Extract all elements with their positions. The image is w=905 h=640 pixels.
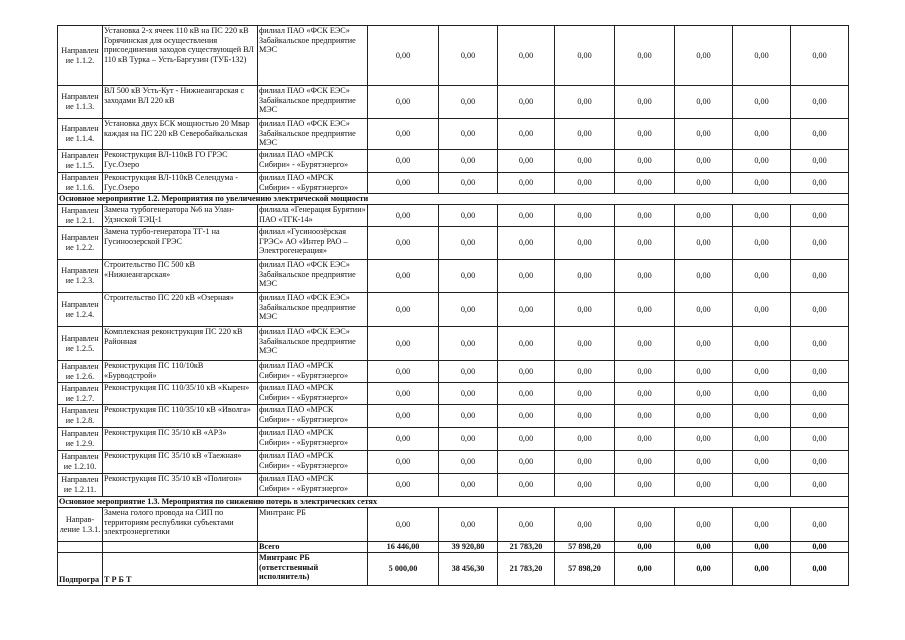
value-cell: 0,00 bbox=[615, 383, 675, 405]
total-value: 16 446,00 bbox=[368, 542, 439, 553]
value-cell: 0,00 bbox=[791, 405, 849, 428]
direction-code: Направлен ие 1.1.4. bbox=[58, 119, 103, 150]
value-cell: 0,00 bbox=[675, 119, 733, 150]
value-cell: 0,00 bbox=[439, 205, 498, 227]
value-cell: 0,00 bbox=[368, 508, 439, 542]
direction-code: Направлен ие 1.2.11. bbox=[58, 474, 103, 497]
value-cell: 0,00 bbox=[368, 173, 439, 194]
executor-name: филиал ПАО «МРСК Сибири» - «Бурятэнерго» bbox=[258, 474, 368, 497]
document-sheet bbox=[57, 25, 849, 586]
value-cell: 0,00 bbox=[791, 26, 849, 86]
direction-code: Направлен ие 1.2.10. bbox=[58, 451, 103, 474]
value-cell: 0,00 bbox=[439, 451, 498, 474]
value-cell: 0,00 bbox=[675, 451, 733, 474]
value-cell: 0,00 bbox=[555, 327, 615, 361]
executor-name: филиал ПАО «ФСК ЕЭС» Забайкальское предприятие МЭС bbox=[258, 26, 368, 86]
executor-name: филиал ПАО «МРСК Сибири» - «Бурятэнерго» bbox=[258, 383, 368, 405]
total-value: 0,00 bbox=[791, 553, 849, 586]
measure-name: Реконструкция ПС 35/10 кВ «АРЗ» bbox=[103, 428, 258, 451]
table-row bbox=[58, 361, 849, 383]
value-cell: 0,00 bbox=[615, 327, 675, 361]
measure-name: Замена турбогенератора №6 на Улан-Удэнской ТЭЦ-1 bbox=[103, 205, 258, 227]
value-cell: 0,00 bbox=[791, 119, 849, 150]
value-cell: 0,00 bbox=[733, 405, 791, 428]
value-cell: 0,00 bbox=[498, 173, 555, 194]
value-cell: 0,00 bbox=[439, 474, 498, 497]
measure-name: Реконструкция ПС 35/10 кВ «Полигон» bbox=[103, 474, 258, 497]
value-cell: 0,00 bbox=[368, 405, 439, 428]
table-row bbox=[58, 26, 849, 86]
section-title: Основное мероприятие 1.3. Мероприятия по снижению потерь в электрических сетях bbox=[58, 497, 849, 508]
table-row bbox=[58, 86, 849, 119]
total-label: Минтранс РБ (ответственный исполнитель) bbox=[258, 553, 368, 586]
value-cell: 0,00 bbox=[498, 451, 555, 474]
table-row bbox=[58, 150, 849, 173]
total-value: 0,00 bbox=[615, 553, 675, 586]
value-cell: 0,00 bbox=[368, 383, 439, 405]
value-cell: 0,00 bbox=[733, 451, 791, 474]
value-cell: 0,00 bbox=[555, 383, 615, 405]
table-row bbox=[58, 227, 849, 260]
value-cell: 0,00 bbox=[368, 227, 439, 260]
direction-code: Направлен ие 1.2.4. bbox=[58, 293, 103, 327]
section-title: Основное мероприятие 1.2. Мероприятия по увеличению электрической мощности bbox=[58, 194, 849, 205]
value-cell: 0,00 bbox=[368, 119, 439, 150]
measure-name: ВЛ 500 кВ Усть-Кут - Нижнеангарская с заходами ВЛ 220 кВ bbox=[103, 86, 258, 119]
table-row bbox=[58, 405, 849, 428]
value-cell: 0,00 bbox=[675, 227, 733, 260]
value-cell: 0,00 bbox=[368, 474, 439, 497]
value-cell: 0,00 bbox=[675, 474, 733, 497]
value-cell: 0,00 bbox=[555, 150, 615, 173]
value-cell: 0,00 bbox=[791, 361, 849, 383]
executor-name: филиал ПАО «МРСК Сибири» - «Бурятэнерго» bbox=[258, 150, 368, 173]
value-cell: 0,00 bbox=[555, 173, 615, 194]
empty-cell bbox=[103, 542, 258, 553]
measure-name: Реконструкция ВЛ-110кВ Селендума - Гус.Озеро bbox=[103, 173, 258, 194]
total-value: 0,00 bbox=[733, 542, 791, 553]
value-cell: 0,00 bbox=[733, 260, 791, 293]
value-cell: 0,00 bbox=[439, 327, 498, 361]
value-cell: 0,00 bbox=[498, 205, 555, 227]
value-cell: 0,00 bbox=[368, 26, 439, 86]
value-cell: 0,00 bbox=[368, 293, 439, 327]
table-row bbox=[58, 327, 849, 361]
total-value: 57 898,20 bbox=[555, 542, 615, 553]
value-cell: 0,00 bbox=[555, 474, 615, 497]
value-cell: 0,00 bbox=[498, 293, 555, 327]
executor-name: филиал ПАО «ФСК ЕЭС» Забайкальское предприятие МЭС bbox=[258, 260, 368, 293]
measure-name: Замена турбо-генератора ТГ-1 на Гусиноозерской ГРЭС bbox=[103, 227, 258, 260]
value-cell: 0,00 bbox=[791, 383, 849, 405]
table-row bbox=[58, 451, 849, 474]
total-value: 0,00 bbox=[675, 553, 733, 586]
executor-name: филиал ПАО «МРСК Сибири» - «Бурятэнерго» bbox=[258, 361, 368, 383]
value-cell: 0,00 bbox=[615, 293, 675, 327]
value-cell: 0,00 bbox=[439, 405, 498, 428]
total-label: Всего bbox=[258, 542, 368, 553]
value-cell: 0,00 bbox=[555, 428, 615, 451]
total-value: 21 783,20 bbox=[498, 542, 555, 553]
value-cell: 0,00 bbox=[368, 260, 439, 293]
value-cell: 0,00 bbox=[733, 173, 791, 194]
table-row bbox=[58, 173, 849, 194]
value-cell: 0,00 bbox=[368, 327, 439, 361]
direction-code: Направлен ие 1.1.5. bbox=[58, 150, 103, 173]
total-value: 57 898,20 bbox=[555, 553, 615, 586]
value-cell: 0,00 bbox=[555, 227, 615, 260]
value-cell: 0,00 bbox=[675, 383, 733, 405]
value-cell: 0,00 bbox=[675, 293, 733, 327]
table-row bbox=[58, 119, 849, 150]
measure-name: Строительство ПС 220 кВ «Озерная» bbox=[103, 293, 258, 327]
executor-name: филиал ПАО «ФСК ЕЭС» Забайкальское предприятие МЭС bbox=[258, 327, 368, 361]
value-cell: 0,00 bbox=[439, 26, 498, 86]
measure-name: Реконструкция ПС 110/35/10 кВ «Кырен» bbox=[103, 383, 258, 405]
value-cell: 0,00 bbox=[733, 508, 791, 542]
direction-code: Направлен ие 1.2.3. bbox=[58, 260, 103, 293]
value-cell: 0,00 bbox=[733, 86, 791, 119]
value-cell: 0,00 bbox=[555, 451, 615, 474]
value-cell: 0,00 bbox=[615, 508, 675, 542]
measure-name: Комплексная реконструкция ПС 220 кВ Районная bbox=[103, 327, 258, 361]
direction-code: Направлен ие 1.2.1. bbox=[58, 205, 103, 227]
value-cell: 0,00 bbox=[791, 428, 849, 451]
executor-name: филиал ПАО «МРСК Сибири» - «Бурятэнерго» bbox=[258, 451, 368, 474]
value-cell: 0,00 bbox=[675, 205, 733, 227]
total-value: 0,00 bbox=[615, 542, 675, 553]
value-cell: 0,00 bbox=[439, 428, 498, 451]
table-row bbox=[58, 205, 849, 227]
total-row bbox=[58, 553, 849, 586]
value-cell: 0,00 bbox=[733, 119, 791, 150]
table-row bbox=[58, 474, 849, 497]
direction-code: Направлен ие 1.1.2. bbox=[58, 26, 103, 86]
value-cell: 0,00 bbox=[555, 361, 615, 383]
value-cell: 0,00 bbox=[791, 227, 849, 260]
value-cell: 0,00 bbox=[498, 361, 555, 383]
executor-name: филиал ПАО «МРСК Сибири» - «Бурятэнерго» bbox=[258, 428, 368, 451]
measure-name: Установка двух БСК мощностью 20 Мвар каждая на ПС 220 кВ Северобайкальская bbox=[103, 119, 258, 150]
value-cell: 0,00 bbox=[733, 227, 791, 260]
value-cell: 0,00 bbox=[439, 383, 498, 405]
value-cell: 0,00 bbox=[615, 119, 675, 150]
measure-name: Реконструкция ПС 110/10кВ «Бурводстрой» bbox=[103, 361, 258, 383]
direction-code: Направлен ие 1.1.3. bbox=[58, 86, 103, 119]
budget-table bbox=[57, 25, 849, 586]
value-cell: 0,00 bbox=[615, 361, 675, 383]
subprogram-name: Т Р Б Т bbox=[103, 553, 258, 586]
value-cell: 0,00 bbox=[791, 173, 849, 194]
value-cell: 0,00 bbox=[791, 508, 849, 542]
measure-name: Реконструкция ПС 110/35/10 кВ «Иволга» bbox=[103, 405, 258, 428]
direction-code: Направлен ие 1.2.2. bbox=[58, 227, 103, 260]
value-cell: 0,00 bbox=[498, 26, 555, 86]
value-cell: 0,00 bbox=[555, 405, 615, 428]
measure-name: Установка 2-х ячеек 110 кВ на ПС 220 кВ Горячинская для осуществления присоединения заходов существующей ВЛ 110 кВ Турка – Усть-Баргузин (ТУБ-132) bbox=[103, 26, 258, 86]
value-cell: 0,00 bbox=[498, 474, 555, 497]
measure-name: Замена голого провода на СИП по территориям республики субъектами электроэнергетики bbox=[103, 508, 258, 542]
direction-code: Направлен ие 1.2.5. bbox=[58, 327, 103, 361]
value-cell: 0,00 bbox=[498, 508, 555, 542]
value-cell: 0,00 bbox=[615, 86, 675, 119]
value-cell: 0,00 bbox=[498, 428, 555, 451]
direction-code: Направлен ие 1.1.6. bbox=[58, 173, 103, 194]
value-cell: 0,00 bbox=[555, 205, 615, 227]
value-cell: 0,00 bbox=[555, 26, 615, 86]
value-cell: 0,00 bbox=[368, 205, 439, 227]
value-cell: 0,00 bbox=[368, 86, 439, 119]
value-cell: 0,00 bbox=[675, 150, 733, 173]
value-cell: 0,00 bbox=[615, 150, 675, 173]
executor-name: филиала «Генерация Бурятии» ПАО «ТГК-14» bbox=[258, 205, 368, 227]
executor-name: филиал ПАО «МРСК Сибири» - «Бурятэнерго» bbox=[258, 173, 368, 194]
total-value: 0,00 bbox=[733, 553, 791, 586]
table-row bbox=[58, 260, 849, 293]
value-cell: 0,00 bbox=[439, 508, 498, 542]
value-cell: 0,00 bbox=[498, 150, 555, 173]
value-cell: 0,00 bbox=[791, 451, 849, 474]
total-value: 21 783,20 bbox=[498, 553, 555, 586]
value-cell: 0,00 bbox=[675, 26, 733, 86]
value-cell: 0,00 bbox=[615, 428, 675, 451]
value-cell: 0,00 bbox=[498, 327, 555, 361]
value-cell: 0,00 bbox=[615, 451, 675, 474]
value-cell: 0,00 bbox=[439, 227, 498, 260]
total-value: 0,00 bbox=[675, 542, 733, 553]
value-cell: 0,00 bbox=[368, 428, 439, 451]
value-cell: 0,00 bbox=[791, 327, 849, 361]
value-cell: 0,00 bbox=[498, 383, 555, 405]
value-cell: 0,00 bbox=[675, 508, 733, 542]
value-cell: 0,00 bbox=[615, 26, 675, 86]
value-cell: 0,00 bbox=[439, 173, 498, 194]
value-cell: 0,00 bbox=[368, 361, 439, 383]
measure-name: Реконструкция ПС 35/10 кВ «Таежная» bbox=[103, 451, 258, 474]
value-cell: 0,00 bbox=[675, 428, 733, 451]
value-cell: 0,00 bbox=[368, 150, 439, 173]
value-cell: 0,00 bbox=[615, 405, 675, 428]
subprogram-code: Подпрогра bbox=[58, 553, 103, 586]
value-cell: 0,00 bbox=[615, 173, 675, 194]
value-cell: 0,00 bbox=[615, 474, 675, 497]
total-row bbox=[58, 542, 849, 553]
value-cell: 0,00 bbox=[791, 205, 849, 227]
value-cell: 0,00 bbox=[439, 86, 498, 119]
executor-name: филиал ПАО «ФСК ЕЭС» Забайкальское предприятие МЭС bbox=[258, 86, 368, 119]
direction-code: Направлен ие 1.2.8. bbox=[58, 405, 103, 428]
total-value: 38 456,30 bbox=[439, 553, 498, 586]
value-cell: 0,00 bbox=[733, 383, 791, 405]
value-cell: 0,00 bbox=[368, 451, 439, 474]
total-value: 5 000,00 bbox=[368, 553, 439, 586]
value-cell: 0,00 bbox=[675, 173, 733, 194]
value-cell: 0,00 bbox=[675, 405, 733, 428]
value-cell: 0,00 bbox=[555, 86, 615, 119]
table-row bbox=[58, 428, 849, 451]
value-cell: 0,00 bbox=[733, 205, 791, 227]
value-cell: 0,00 bbox=[439, 293, 498, 327]
total-value: 39 920,80 bbox=[439, 542, 498, 553]
executor-name: филиал ПАО «ФСК ЕЭС» Забайкальское предприятие МЭС bbox=[258, 293, 368, 327]
executor-name: Минтранс РБ bbox=[258, 508, 368, 542]
value-cell: 0,00 bbox=[675, 260, 733, 293]
value-cell: 0,00 bbox=[733, 428, 791, 451]
measure-name: Строительство ПС 500 кВ «Нижнеангарская» bbox=[103, 260, 258, 293]
table-row bbox=[58, 383, 849, 405]
value-cell: 0,00 bbox=[675, 86, 733, 119]
empty-cell bbox=[58, 542, 103, 553]
value-cell: 0,00 bbox=[555, 260, 615, 293]
value-cell: 0,00 bbox=[791, 474, 849, 497]
value-cell: 0,00 bbox=[733, 293, 791, 327]
value-cell: 0,00 bbox=[498, 119, 555, 150]
table-row bbox=[58, 508, 849, 542]
executor-name: филиал «Гусиноозёрская ГРЭС» АО «Интер РАО – Электрогенерация» bbox=[258, 227, 368, 260]
value-cell: 0,00 bbox=[615, 227, 675, 260]
total-value: 0,00 bbox=[791, 542, 849, 553]
value-cell: 0,00 bbox=[439, 361, 498, 383]
table-body bbox=[58, 26, 849, 586]
direction-code: Направлен ие 1.2.6. bbox=[58, 361, 103, 383]
table-row bbox=[58, 293, 849, 327]
value-cell: 0,00 bbox=[498, 405, 555, 428]
value-cell: 0,00 bbox=[615, 205, 675, 227]
value-cell: 0,00 bbox=[675, 361, 733, 383]
direction-code: Направ-ление 1.3.1. bbox=[58, 508, 103, 542]
value-cell: 0,00 bbox=[791, 150, 849, 173]
value-cell: 0,00 bbox=[555, 508, 615, 542]
direction-code: Направлен ие 1.2.7. bbox=[58, 383, 103, 405]
value-cell: 0,00 bbox=[555, 293, 615, 327]
value-cell: 0,00 bbox=[791, 293, 849, 327]
value-cell: 0,00 bbox=[733, 361, 791, 383]
section-header-row bbox=[58, 497, 849, 508]
executor-name: филиал ПАО «МРСК Сибири» - «Бурятэнерго» bbox=[258, 405, 368, 428]
executor-name: филиал ПАО «ФСК ЕЭС» Забайкальское предприятие МЭС bbox=[258, 119, 368, 150]
value-cell: 0,00 bbox=[498, 86, 555, 119]
value-cell: 0,00 bbox=[555, 119, 615, 150]
value-cell: 0,00 bbox=[439, 260, 498, 293]
value-cell: 0,00 bbox=[439, 150, 498, 173]
value-cell: 0,00 bbox=[733, 26, 791, 86]
value-cell: 0,00 bbox=[791, 260, 849, 293]
section-header-row bbox=[58, 194, 849, 205]
value-cell: 0,00 bbox=[733, 474, 791, 497]
value-cell: 0,00 bbox=[439, 119, 498, 150]
value-cell: 0,00 bbox=[733, 150, 791, 173]
value-cell: 0,00 bbox=[615, 260, 675, 293]
value-cell: 0,00 bbox=[498, 260, 555, 293]
value-cell: 0,00 bbox=[791, 86, 849, 119]
value-cell: 0,00 bbox=[498, 227, 555, 260]
measure-name: Реконструкция ВЛ-110кВ ГО ГРЭС Гус.Озеро bbox=[103, 150, 258, 173]
direction-code: Направлен ие 1.2.9. bbox=[58, 428, 103, 451]
value-cell: 0,00 bbox=[733, 327, 791, 361]
value-cell: 0,00 bbox=[675, 327, 733, 361]
